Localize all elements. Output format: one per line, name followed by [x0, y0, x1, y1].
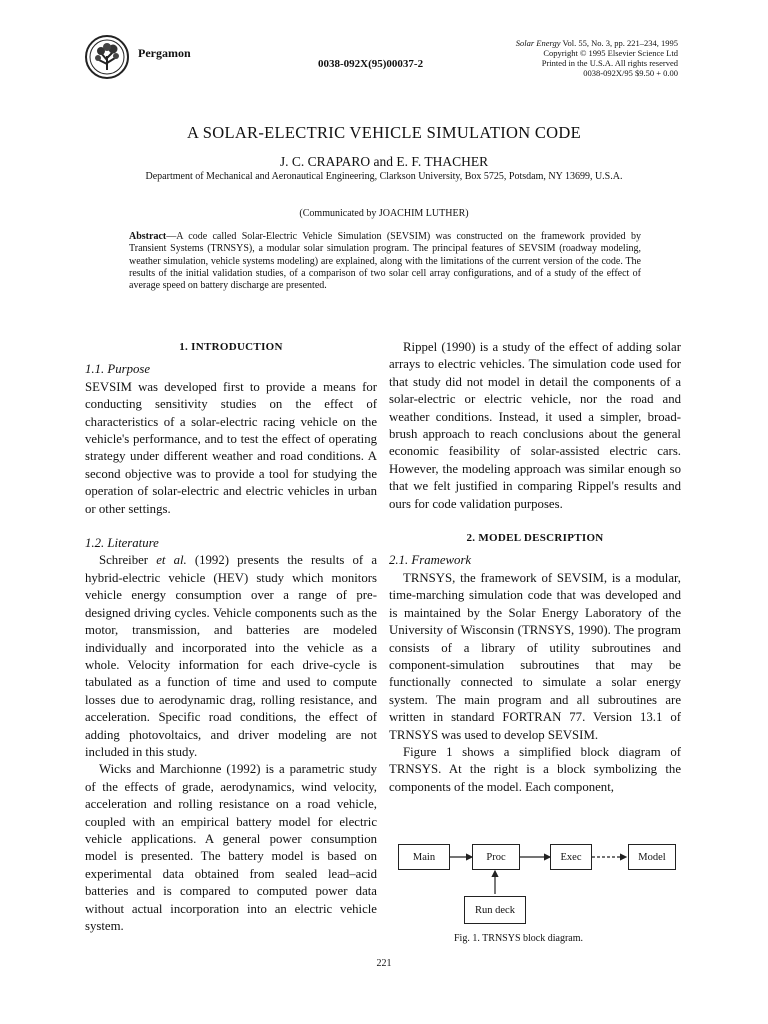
block-model: Model: [628, 844, 676, 870]
block-exec: Exec: [550, 844, 592, 870]
printed-notice: Printed in the U.S.A. All rights reserved: [541, 58, 678, 68]
abstract: [129, 231, 641, 292]
paragraph-literature-2: Wicks and Marchionne (1992) is a parametric study of the effects of grade, aerodynamics, wind velocity, acceleration and rolling resistance on a road vehicle, coupled with an empirical battery model for electric vehicle applications. A general power consumption model is presented. The battery model is based on experimental data obtained from sealed lead–acid batteries and is compared to computed power data without actual incorporation into an electric vehicle system.: [85, 762, 377, 933]
text-run: (1992) presents the results of a hybrid-electric vehicle (HEV) study which monitors vehicle energy consumption over a range of pre-designed driving cycles. Vehicle components such as the motor, transmission, and batteries are modeled individually and incorporated into the vehicle as a whole. Velocity information for each drive-cycle is tabulated as a function of time and used to compute losses due to aerodynamic drag, rolling resistance, and acceleration. Specific road conditions, the effect of adding photovoltaics, and driver modeling are not included in this study.: [85, 553, 377, 759]
figure-1-caption: Fig. 1. TRNSYS block diagram.: [454, 933, 583, 944]
elsevier-tree-icon: [84, 34, 130, 80]
paragraph-rippel: Rippel (1990) is a study of the effect of adding solar arrays to electric vehicles. The simulation code used for that study did not model in detail the components of a solar-electric or electric vehicle, nor the road and weather conditions. Instead, it used a simpler, broad-brush approach to reach conclusions about the general economic feasibility of solar-assisted electric cars. However, the modeling approach was similar enough so that we felt justified in comparing Rippel's results and ours for code validation purposes.: [389, 340, 681, 511]
figure-1-block-diagram: [392, 836, 682, 932]
abstract-text: —A code called Solar-Electric Vehicle Simulation (SEVSIM) was constructed on the framework provided by Transient Systems (TRNSYS), a modular solar simulation program. The principal features of SEVSIM (roadway modeling, weather simulation, vehicle systems modeling) are explained, along with the limitations of the current version of the code. The results of the initial validation studies, of a comparison of two solar cell array configurations, and of a study of the effect of average speed on battery discharge are presented.: [129, 231, 641, 292]
authors: J. C. CRAPARO and E. F. THACHER: [279, 154, 489, 169]
paper-title: A SOLAR-ELECTRIC VEHICLE SIMULATION CODE: [187, 123, 581, 142]
abstract-label: Abstract: [129, 231, 167, 242]
paragraph-framework: TRNSYS, the framework of SEVSIM, is a modular, time-marching simulation code that was developed and is maintained by the Solar Energy Laboratory of the University of Wisconsin (TRNSYS, 1990). The program consists of a library of utility subroutines and component-simulation subroutines that may be functionally connected to simulate a solar energy system. The main program and all subroutines are written in standard FORTRAN 77. Version 13.1 of TRNSYS was used to develop SEVSIM.: [389, 570, 681, 742]
section-heading-model-description: 2. MODEL DESCRIPTION: [466, 532, 604, 545]
copyright: Copyright © 1995 Elsevier Science Ltd: [543, 48, 678, 58]
block-run-deck: Run deck: [464, 896, 526, 924]
block-main: Main: [398, 844, 450, 870]
publisher-name: Pergamon: [138, 46, 191, 60]
subsection-heading-framework: 2.1. Framework: [389, 553, 472, 568]
journal-details: Vol. 55, No. 3, pp. 221–234, 1995: [560, 38, 678, 48]
text-run: Schreiber: [99, 553, 157, 568]
paragraph-literature-1: [85, 552, 377, 761]
left-column: [85, 339, 377, 935]
journal-name: Solar Energy: [515, 38, 561, 48]
section-heading-introduction: 1. INTRODUCTION: [179, 341, 283, 353]
text-run-italic: et al.: [156, 553, 187, 568]
price-code: 0038-092X/95 $9.50 + 0.00: [583, 68, 678, 78]
publisher-logo: [84, 34, 130, 80]
paragraph-figure-reference: Figure 1 shows a simplified block diagram of TRNSYS. At the right is a block symbolizing the components of the model. Each component,: [389, 744, 681, 794]
doi: 0038-092X(95)00037-2: [318, 58, 424, 70]
citation-block: [516, 38, 678, 78]
subsection-heading-literature: 1.2. Literature: [85, 536, 159, 551]
affiliation: Department of Mechanical and Aeronautical Engineering, Clarkson University, Box 5725, Potsdam, NY 13699, U.S.A.: [145, 171, 623, 182]
right-column: [389, 339, 681, 796]
citation-line: [516, 38, 678, 48]
subsection-heading-purpose: 1.1. Purpose: [85, 362, 151, 377]
communicated-by: (Communicated by JOACHIM LUTHER): [299, 208, 469, 219]
paragraph-purpose: SEVSIM was developed first to provide a means for conducting sensitivity studies on the effect of characteristics of a solar-electric racing vehicle on the vehicle's performance, and to test the effect of operating strategy under different weather and road conditions. A second objective was to provide a tool for studying the operation of solar-electric and electric vehicles in urban or other settings.: [85, 379, 377, 516]
block-proc: Proc: [472, 844, 520, 870]
page-number: 221: [376, 958, 392, 969]
